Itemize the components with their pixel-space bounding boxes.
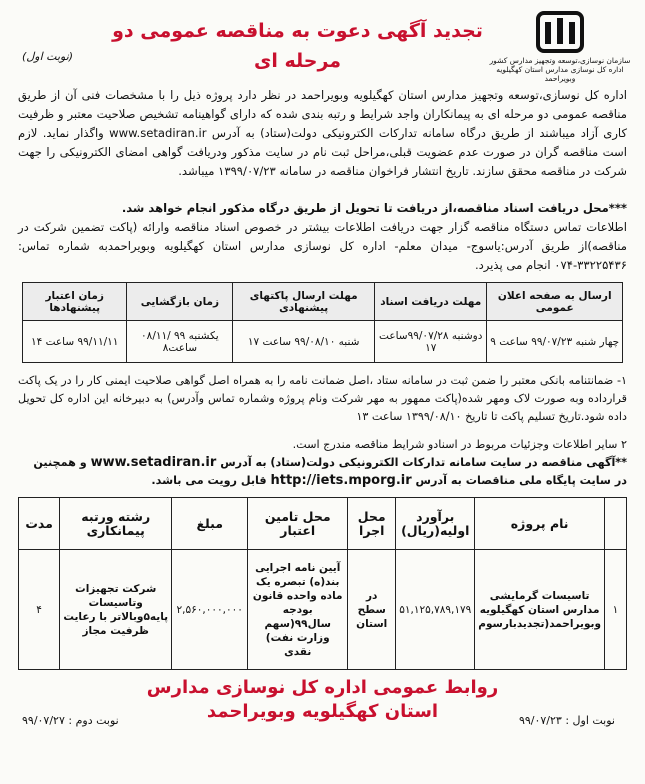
note-publication-text-c: قابل رویت می باشد.: [151, 474, 267, 487]
public-relations-signature: [120, 676, 525, 724]
iets-link[interactable]: http://iets.mporg.ir: [270, 473, 412, 488]
notice-header: [0, 6, 645, 86]
project-cell: ۵۱,۱۲۵,۷۸۹,۱۷۹: [396, 550, 475, 670]
note-publication: [18, 454, 627, 490]
project-header-cell: محل تامین اعتبار: [248, 498, 348, 550]
schedule-header-cell: زمان اعتبار پیشنهادها: [23, 283, 127, 321]
schedule-cell: دوشنبه ۹۹/۰۷/۲۸ساعت ۱۷: [374, 321, 487, 363]
project-header-row: [19, 498, 627, 550]
project-header-cell: مدت: [19, 498, 60, 550]
project-cell: ۴: [19, 550, 60, 670]
org-name-national: سازمان نوسازی،توسعه وتجهیز مدارس کشور: [489, 56, 631, 65]
project-cell: در سطح استان: [348, 550, 396, 670]
school-renovation-logo-icon: [535, 10, 585, 54]
schedule-header-cell: ارسال به صفحه اعلان عمومی: [487, 283, 623, 321]
notice-title-line1: تجدید آگهی دعوت به مناقصه عمومی دو: [112, 20, 483, 42]
contact-paragraph: اطلاعات تماس دستگاه مناقصه گزار جهت دریافت اطلاعات بیشتر در خصوص اسناد مناقصه وارائه (پاکت تضمین شرکت در مناقصه)از طریق آدرس:یاسوج- میدان معلم- اداره کل نوسازی مدارس استان کهگیلویه وبویراحمدبه شماره تماس: ۳۳۲۲۵۴۳۶-۰۷۴ انجام می پذیرد.: [18, 220, 627, 272]
schedule-cell: چهار شنبه ۹۹/۰۷/۲۳ ساعت ۹: [487, 321, 623, 363]
org-logo-block: [485, 10, 635, 83]
schedule-row: [23, 321, 623, 363]
project-cell: تاسیسات گرمایشی مدارس استان کهگیلویه وبویراحمد(تجدیدبارسوم: [475, 550, 605, 670]
schedule-cell: شنبه ۹۹/۰۸/۱۰ ساعت ۱۷: [233, 321, 375, 363]
signature-line1: روابط عمومی اداره کل نوسازی مدارس: [146, 677, 499, 698]
org-name-provincial: اداره کل نوسازی مدارس استان کهگیلویه وبویراحمد: [496, 65, 624, 83]
project-header-cell: محل اجرا: [348, 498, 396, 550]
project-header-cell: رشته ورتبه پیمانکاری: [60, 498, 172, 550]
notice-title: [110, 16, 485, 76]
round-label: (نوبت اول): [22, 50, 74, 63]
note-guarantee: ۱- ضمانتنامه بانکی معتبر را ضمن ثبت در سامانه ستاد ،اصل ضمانت نامه را به همراه اصل گواهی صلاحیت ایمنی کار را در یک پاکت قرارداده وبه صورت لاک ومهر شده(پاکت ممهور به مهر شرکت ونام پروژه وشماره تماس وآدرس) به دبیرخانه این اداره کل تحویل داده شود.تاریخ تسلیم پاکت تا تاریخ ۱۳۹۹/۰۸/۱۰ ساعت ۱۳: [18, 374, 627, 423]
schedule-table: [22, 282, 623, 363]
project-table: [18, 497, 627, 670]
note-publication-text-b: و همچنین در سایت پایگاه ملی مناقصات به آدرس: [33, 456, 627, 487]
signature-line2: استان کهگیلویه وبویراحمد: [206, 701, 439, 722]
project-cell: شرکت تجهیزات وتاسیسات پایه۵وبالاتر با رعایت ظرفیت مجاز: [60, 550, 172, 670]
schedule-header-row: [23, 283, 623, 321]
project-header-cell: مبلغ: [172, 498, 248, 550]
schedule-cell: یکشنبه ۹۹ /۰۸/۱۱ ساعت۸: [127, 321, 233, 363]
setadiran-link[interactable]: www.setadiran.ir: [90, 455, 217, 470]
note-other-info: ۲ سایر اطلاعات وجزئیات مربوط در اسنادو شرایط مناقصه مندرج است.: [292, 438, 627, 451]
schedule-header-cell: مهلت دریافت اسناد: [374, 283, 487, 321]
project-cell: آیین نامه اجرایی بند(ه) تبصره یک ماده واحده قانون بودجه سال۹۹(سهم وزارت نفت) نقدی: [248, 550, 348, 670]
issue-date-first: نوبت اول : ۹۹/۰۷/۲۳: [518, 714, 615, 727]
schedule-header-cell: مهلت ارسال پاکتهای پیشنهادی: [233, 283, 375, 321]
project-cell: ۱: [605, 550, 627, 670]
schedule-header-cell: زمان بازگشایی: [127, 283, 233, 321]
project-row: [19, 550, 627, 670]
intro-paragraph: اداره کل نوسازی،توسعه وتجهیز مدارس استان کهگیلویه وبویراحمد در نظر دارد پروژه ذیل را با مشخصات فنی آن از طریق مناقصه عمومی دو مرحله ای به پیمانکاران واجد شرایط و رتبه بندی شده که دارای گواهینامه تشخیص صلاحیت معتبر و ظرفیت کاری آزاد میباشند از طریق درگاه سامانه تدارکات الکترونیکی دولت(ستاد) به آدرس www.setadiran.ir واگذار نماید. لازم است مناقصه گران در صورت عدم عضویت قبلی،مراحل ثبت نام در سایت مذکور ودریافت گواهی امضای الکترونیکی را جهت شرکت در مناقصه محقق سازند. تاریخ انتشار فراخوان مناقصه در سامانه ۱۳۹۹/۰۷/۲۳ میباشد.: [18, 88, 627, 178]
notice-title-line2: مرحله ای: [253, 50, 342, 72]
note-publication-text-a: **آگهی مناقصه در سایت سامانه تدارکات الکترونیکی دولت(ستاد) به آدرس: [220, 456, 627, 469]
issue-date-second: نوبت دوم : ۹۹/۰۷/۲۷: [22, 714, 119, 727]
project-header-cell: برآورد اولیه(ریال): [396, 498, 475, 550]
project-header-cell: نام پروژه: [475, 498, 605, 550]
schedule-cell: ۹۹/۱۱/۱۱ ساعت ۱۴: [23, 321, 127, 363]
project-cell: ۲,۵۶۰,۰۰۰,۰۰۰: [172, 550, 248, 670]
documents-location-note: ***محل دریافت اسناد مناقصه،از دریافت تا تحویل از طریق درگاه مذکور انجام خواهد شد.: [121, 201, 627, 215]
project-header-cell: [605, 498, 627, 550]
